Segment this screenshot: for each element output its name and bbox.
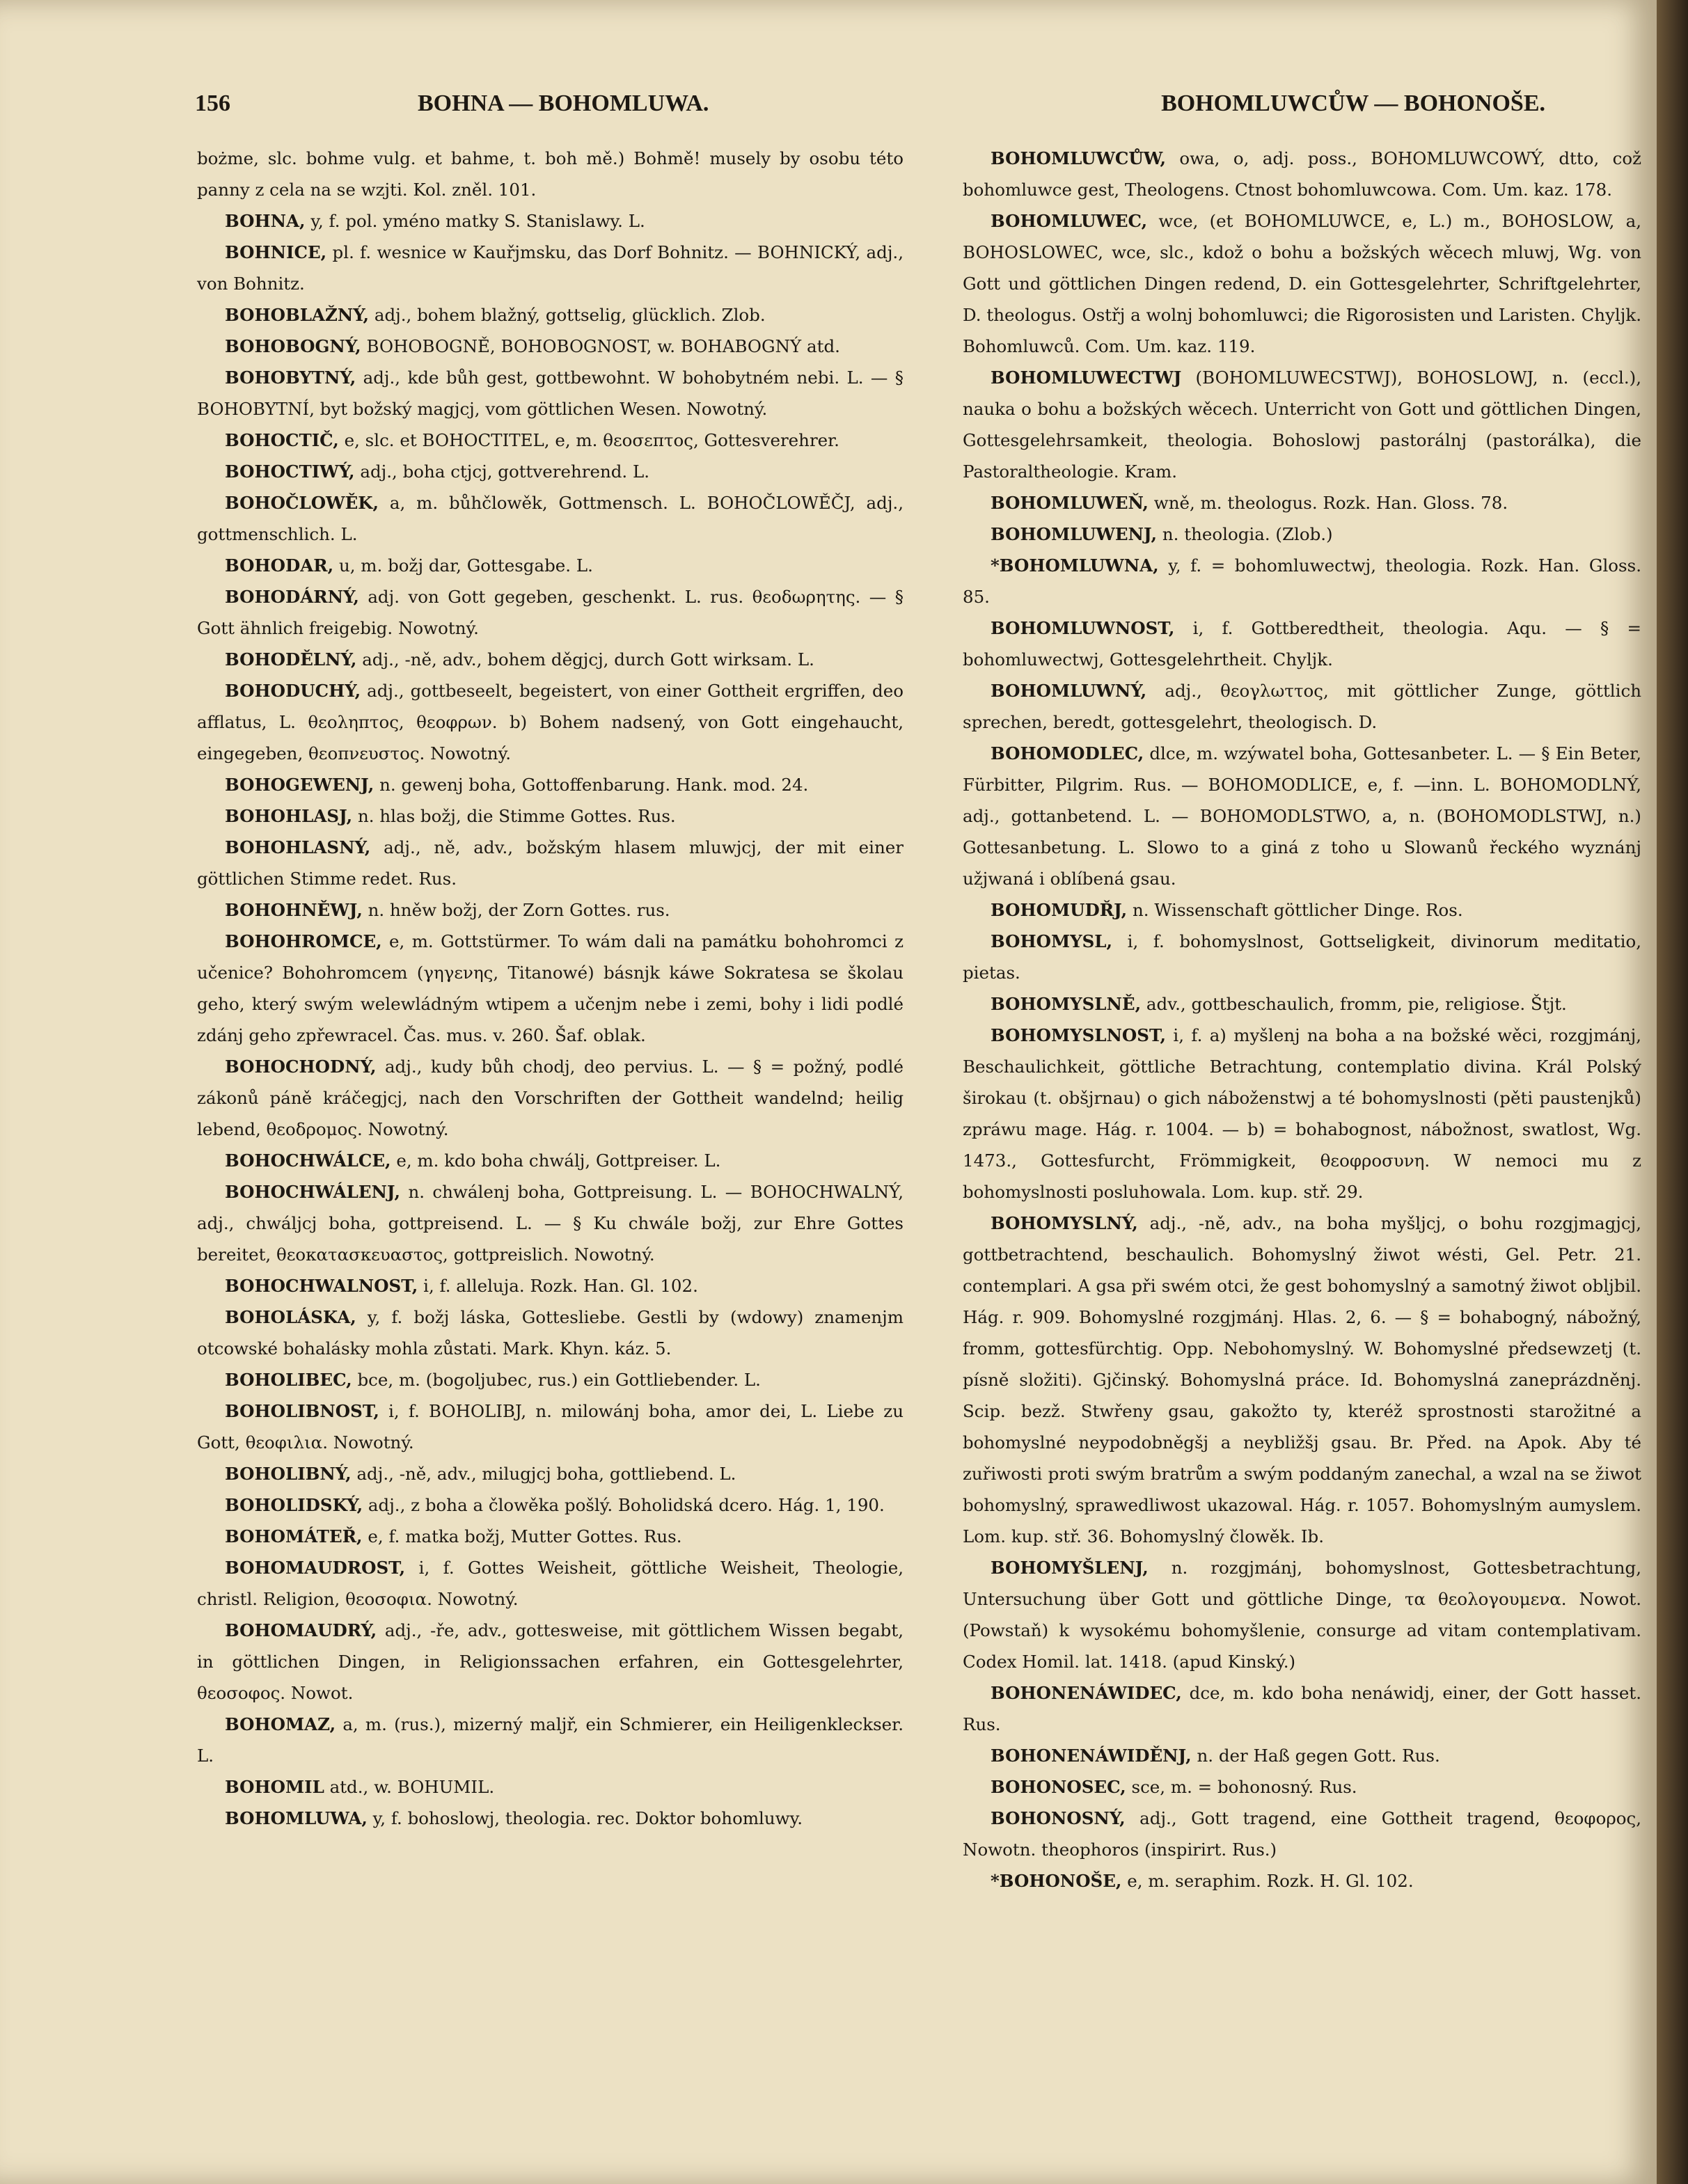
entry-headword: BOHOMLUWNOST, xyxy=(991,618,1175,638)
entry-text: i, f. Gottes Weisheit, göttliche Weisheit, Theologie, christl. Religion, θεοσοφια. Nowotný. xyxy=(197,1558,904,1609)
entry-text: adv., gottbeschaulich, fromm, pie, religiose. Štjt. xyxy=(1146,994,1567,1014)
entry-text: atd., w. BOHUMIL. xyxy=(329,1777,495,1797)
entry-text: adj., Gott tragend, eine Gottheit tragend, θεοφορος, Nowotn. theophoros (inspirirt. Rus.) xyxy=(963,1808,1641,1860)
right-column xyxy=(963,143,1641,1897)
entry-headword: BOHOMLUWEŇ, xyxy=(991,493,1149,513)
dictionary-entry xyxy=(197,1301,904,1364)
dictionary-entry xyxy=(197,1521,904,1552)
entry-headword: BOHOMYSLNĚ, xyxy=(991,994,1142,1014)
entry-text: wce, (et BOHOMLUWCE, e, L.) m., BOHOSLOW, a, BOHOSLOWEC, wce, slc., kdož o bohu a božských wěcech mluwj, Wg. von Gott und göttlichen Dingen redend, D. ein Gottesgelehrter, Schriftgelehrter, D. theologus. Ostřj a wolnj bohomluwci; die Rigorosisten und Laristen. Chyljk. Bohomluwců. Com. Um. kaz. 119. xyxy=(963,211,1641,356)
dictionary-entry xyxy=(197,581,904,644)
entry-headword: BOHOMLUWA, xyxy=(225,1808,368,1828)
entry-text: n. rozgjmánj, bohomyslnost, Gottesbetrachtung, Untersuchung über Gott und göttliche Dinge, τα θεολογουμενα. Nowot. (Powstaň) k wysokému bohomyšlenie, consurge ad vitam contemplativam. Codex Homil. lat. 1418. (apud Kinský.) xyxy=(963,1558,1641,1672)
dictionary-entry xyxy=(197,894,904,926)
dictionary-entry xyxy=(197,1458,904,1489)
entry-text: adj., -ně, adv., bohem děgjcj, durch Gott wirksam. L. xyxy=(362,649,814,670)
dictionary-entry xyxy=(197,362,904,425)
dictionary-entry xyxy=(197,1145,904,1176)
entry-headword: BOHONENÁWIDĚNJ, xyxy=(991,1746,1192,1766)
dictionary-entry xyxy=(197,1709,904,1771)
entry-text: (BOHOMLUWECSTWJ), BOHOSLOWJ, n. (eccl.), nauka o bohu a božských wěcech. Unterricht von Gott und göttlichen Dingen, Gottesgelehrsamkeit, theologia. Bohoslowj pastorálnj (pastorálka), die Pastoraltheologie. Kram. xyxy=(963,367,1641,482)
entry-headword: BOHOLIBNOST, xyxy=(225,1401,379,1421)
entry-text: u, m. božj dar, Gottesgabe. L. xyxy=(338,555,593,576)
entry-headword: BOHOMLUWECTWJ xyxy=(991,367,1182,388)
left-running-title: BOHNA — BOHOMLUWA. xyxy=(418,90,709,116)
entry-headword: BOHOMLUWNÝ, xyxy=(991,681,1147,701)
dictionary-entry xyxy=(963,738,1641,894)
entry-text: adj., ně, adv., božským hlasem mluwjcj, der mit einer göttlichen Stimme redet. Rus. xyxy=(197,837,904,889)
dictionary-entry xyxy=(197,487,904,550)
dictionary-entry xyxy=(197,237,904,299)
entry-headword: BOHOMYŠLENJ, xyxy=(991,1558,1149,1578)
entry-headword: BOHOCTIČ, xyxy=(225,430,339,450)
entry-text: e, f. matka božj, Mutter Gottes. Rus. xyxy=(368,1526,682,1546)
dictionary-entry xyxy=(963,1552,1641,1677)
entry-text: y, f. = bohomluwectwj, theologia. Rozk. Han. Gloss. 85. xyxy=(963,555,1641,607)
entry-headword: BOHNICE, xyxy=(225,242,327,262)
page-number: 156 xyxy=(195,90,230,116)
entry-headword: BOHOMAUDROST, xyxy=(225,1558,406,1578)
entry-text: sce, m. = bohonosný. Rus. xyxy=(1131,1777,1357,1797)
entry-text: e, slc. et BOHOCTITEL, e, m. θεοσεπτος, Gottesverehrer. xyxy=(344,430,839,450)
dictionary-entry xyxy=(197,1270,904,1301)
dictionary-entry xyxy=(963,205,1641,362)
entry-text: n. gewenj boha, Gottoffenbarung. Hank. mod. 24. xyxy=(379,775,809,795)
dictionary-entry xyxy=(197,143,904,205)
entry-headword: BOHOMUDŘJ, xyxy=(991,900,1128,920)
entry-headword: BOHOMODLEC, xyxy=(991,743,1144,763)
dictionary-entry xyxy=(197,1489,904,1521)
entry-headword: BOHOCHODNÝ, xyxy=(225,1057,377,1077)
entry-headword: BOHOLIBEC, xyxy=(225,1370,352,1390)
dictionary-entry xyxy=(197,1552,904,1615)
entry-text: bce, m. (bogoljubec, rus.) ein Gottliebender. L. xyxy=(357,1370,761,1390)
dictionary-entry xyxy=(197,1771,904,1803)
entry-text: n. der Haß gegen Gott. Rus. xyxy=(1197,1746,1440,1766)
entry-headword: BOHODAR, xyxy=(225,555,334,576)
dictionary-entry xyxy=(197,1395,904,1458)
entry-text: BOHOBOGNĚ, BOHOBOGNOST, w. BOHABOGNÝ atd. xyxy=(366,336,840,356)
dictionary-entry xyxy=(963,1020,1641,1208)
entry-headword: BOHOCHWALNOST, xyxy=(225,1276,418,1296)
book-edge xyxy=(1657,0,1688,2184)
dictionary-entry xyxy=(197,1615,904,1709)
entry-headword: BOHOLIBNÝ, xyxy=(225,1464,352,1484)
entry-text: i, f. BOHOLIBJ, n. milowánj boha, amor dei, L. Liebe zu Gott, θεοφιλια. Nowotný. xyxy=(197,1401,904,1453)
dictionary-entry xyxy=(197,1176,904,1270)
dictionary-entry xyxy=(197,644,904,675)
entry-text: adj., kudy bůh chodj, deo pervius. L. — § = požný, podlé zákonů páně kráčegjcj, nach den Vorschriften der Gottheit wandelnd; heilig lebend, θεοδρομος. Nowotný. xyxy=(197,1057,904,1139)
entry-headword: BOHOMIL xyxy=(225,1777,324,1797)
entry-text: wně, m. theologus. Rozk. Han. Gloss. 78. xyxy=(1153,493,1508,513)
dictionary-entry xyxy=(963,362,1641,487)
entry-text: e, m. kdo boha chwálj, Gottpreiser. L. xyxy=(396,1150,721,1171)
dictionary-entry xyxy=(197,1364,904,1395)
dictionary-entry xyxy=(197,832,904,894)
dictionary-entry xyxy=(963,988,1641,1020)
entry-headword: BOHONOSNÝ, xyxy=(991,1808,1126,1828)
entry-headword: BOHOMÁTEŘ, xyxy=(225,1526,363,1546)
entry-text: a, m. (rus.), mizerný maljř, ein Schmierer, ein Heiligenkleckser. L. xyxy=(197,1714,904,1766)
entry-headword: BOHOHLASJ, xyxy=(225,806,353,826)
entry-headword: BOHOLÁSKA, xyxy=(225,1307,356,1327)
entry-headword: BOHOCHWÁLCE, xyxy=(225,1150,391,1171)
dictionary-entry xyxy=(963,612,1641,675)
entry-headword: BOHOBOGNÝ, xyxy=(225,336,361,356)
entry-headword: BOHODÁRNÝ, xyxy=(225,587,359,607)
dictionary-entry xyxy=(963,1803,1641,1865)
entry-headword: BOHNA, xyxy=(225,211,306,231)
dictionary-entry xyxy=(197,800,904,832)
entry-text: e, m. seraphim. Rozk. H. Gl. 102. xyxy=(1127,1871,1414,1891)
entry-headword: BOHOLIDSKÝ, xyxy=(225,1495,363,1515)
dictionary-entry xyxy=(963,1740,1641,1771)
entry-text: adj., kde bůh gest, gottbewohnt. W bohobytném nebi. L. — § BOHOBYTNÍ, byt božský magjcj, vom göttlichen Wesen. Nowotný. xyxy=(197,367,904,419)
dictionary-entry xyxy=(197,550,904,581)
dictionary-entry xyxy=(963,1771,1641,1803)
entry-headword: BOHOČLOWĚK, xyxy=(225,493,379,513)
entry-text: i, f. a) myšlenj na boha a na božské wěci, rozgjmánj, Beschaulichkeit, göttliche Betrachtung, contemplatio divina. Král Polský širokau (t. obšjrnau) o gich náboženstwj a té bohomyslnosti (pěti paustenjků) zpráwu mage. Hág. r. 1004. — b) = bohabognost, nábožnost, swatlost, Wg. 1473., Gottesfurcht, Frömmigkeit, θεοφροσυνη. W nemoci mu z bohomyslnosti posluhowala. Lom. kup. stř. 29. xyxy=(963,1025,1641,1202)
entry-text: a, m. bůhčlowěk, Gottmensch. L. BOHOČLOWĚČJ, adj., gottmenschlich. L. xyxy=(197,493,904,544)
dictionary-entry xyxy=(963,143,1641,205)
entry-text: i, f. Gottberedtheit, theologia. Aqu. — § = bohomluwectwj, Gottesgelehrtheit. Chyljk. xyxy=(963,618,1641,670)
entry-text: i, f. bohomyslnost, Gottseligkeit, divinorum meditatio, pietas. xyxy=(963,931,1641,983)
entry-text: owa, o, adj. poss., BOHOMLUWCOWÝ, dtto, což bohomluwce gest, Theologens. Ctnost bohomluwcowa. Com. Um. kaz. 178. xyxy=(963,148,1641,200)
dictionary-entry xyxy=(963,926,1641,988)
entry-text: e, m. Gottstürmer. To wám dali na památku bohohromci z učenice? Bohohromcem (γηγενης, Titanowé) básnjk káwe Sokratesa se školau geho, který swým welewládným wtipem a učenjm nebe i zemi, bohy i lidi podlé zdánj geho zpřewracel. Čas. mus. v. 260. Šaf. oblak. xyxy=(197,931,904,1045)
dictionary-entry xyxy=(963,1865,1641,1897)
entry-text: adj., -ře, adv., gottesweise, mit göttlichem Wissen begabt, in göttlichen Dingen, in Religionssachen erfahren, ein Gottesgelehrter, θεοσοφος. Nowot. xyxy=(197,1620,904,1703)
dictionary-entry xyxy=(197,926,904,1051)
dictionary-entry xyxy=(197,1051,904,1145)
entry-headword: BOHOCTIWÝ, xyxy=(225,461,355,482)
entry-headword: BOHONOSEC, xyxy=(991,1777,1126,1797)
dictionary-entry xyxy=(197,769,904,800)
dictionary-entry xyxy=(197,205,904,237)
entry-text: adj., boha ctjcj, gottverehrend. L. xyxy=(360,461,650,482)
dictionary-entry xyxy=(197,299,904,331)
entry-text: n. chwálenj boha, Gottpreisung. L. — BOHOCHWALNÝ, adj., chwáljcj boha, gottpreisend. L. — § Ku chwále božj, zur Ehre Gottes bereitet, θεοκατασκευαστος, gottpreislich. Nowotný. xyxy=(197,1182,904,1265)
entry-text: n. theologia. (Zlob.) xyxy=(1162,524,1333,544)
left-column xyxy=(197,143,904,1834)
entry-headword: BOHONENÁWIDEC, xyxy=(991,1683,1182,1703)
dictionary-entry xyxy=(963,1677,1641,1740)
entry-headword: BOHOMLUWCŮW, xyxy=(991,148,1166,168)
entry-text: y, f. pol. yméno matky S. Stanislawy. L. xyxy=(310,211,645,231)
running-header xyxy=(195,90,1545,118)
entry-headword: BOHOMAZ, xyxy=(225,1714,336,1734)
entry-text: dce, m. kdo boha nenáwidj, einer, der Gott hasset. Rus. xyxy=(963,1683,1641,1734)
entry-text: adj. von Gott gegeben, geschenkt. L. rus. θεοδωρητης. — § Gott ähnlich freigebig. Nowotný. xyxy=(197,587,904,638)
entry-text: i, f. alleluja. Rozk. Han. Gl. 102. xyxy=(423,1276,698,1296)
entry-text: adj., θεογλωττος, mit göttlicher Zunge, göttlich sprechen, beredt, gottesgelehrt, theologisch. D. xyxy=(963,681,1641,732)
entry-headword: BOHOGEWENJ, xyxy=(225,775,374,795)
dictionary-entry xyxy=(963,1208,1641,1552)
dictionary-entry xyxy=(963,675,1641,738)
entry-text: adj., bohem blažný, gottselig, glücklich. Zlob. xyxy=(374,305,766,325)
dictionary-entry xyxy=(963,550,1641,612)
entry-text: bożme, slc. bohme vulg. et bahme, t. boh mě.) Bohmě! musely by osobu této panny z cela na se wzjti. Kol. zněl. 101. xyxy=(197,148,904,200)
entry-headword: BOHOHROMCE, xyxy=(225,931,382,951)
entry-headword: BOHODĚLNÝ, xyxy=(225,649,357,670)
entry-text: n. Wissenschaft göttlicher Dinge. Ros. xyxy=(1133,900,1463,920)
entry-text: n. hlas božj, die Stimme Gottes. Rus. xyxy=(358,806,676,826)
entry-headword: BOHOMLUWENJ, xyxy=(991,524,1158,544)
dictionary-entry xyxy=(963,519,1641,550)
entry-headword: BOHOHNĚWJ, xyxy=(225,900,363,920)
dictionary-entry xyxy=(197,675,904,769)
entry-text: adj., z boha a člowěka pošlý. Boholidská dcero. Hág. 1, 190. xyxy=(368,1495,885,1515)
entry-headword: BOHODUCHÝ, xyxy=(225,681,361,701)
entry-headword: *BOHONOŠE, xyxy=(991,1871,1122,1891)
dictionary-entry xyxy=(963,894,1641,926)
entry-text: pl. f. wesnice w Kauřjmsku, das Dorf Bohnitz. — BOHNICKÝ, adj., von Bohnitz. xyxy=(197,242,904,294)
entry-headword: BOHOCHWÁLENJ, xyxy=(225,1182,401,1202)
entry-text: adj., gottbeseelt, begeistert, von einer Gottheit ergriffen, deo afflatus, L. θεοληπτος, θεοφρων. b) Bohem nadsený, von Gott eingehaucht, eingegeben, θεοπνευστος. Nowotný. xyxy=(197,681,904,763)
entry-headword: BOHOBLAŽNÝ, xyxy=(225,305,370,325)
entry-headword: BOHOMAUDRÝ, xyxy=(225,1620,377,1640)
dictionary-entry xyxy=(197,456,904,487)
right-running-title: BOHOMLUWCŮW — BOHONOŠE. xyxy=(1161,90,1545,116)
entry-text: adj., -ně, adv., milugjcj boha, gottliebend. L. xyxy=(356,1464,736,1484)
entry-headword: BOHOMYSL, xyxy=(991,931,1113,951)
entry-headword: BOHOMYSLNÝ, xyxy=(991,1213,1138,1233)
dictionary-entry xyxy=(963,487,1641,519)
dictionary-entry xyxy=(197,1803,904,1834)
dictionary-entry xyxy=(197,425,904,456)
entry-headword: BOHOMLUWEC, xyxy=(991,211,1148,231)
entry-headword: BOHOMYSLNOST, xyxy=(991,1025,1167,1045)
entry-text: n. hněw božj, der Zorn Gottes. rus. xyxy=(368,900,670,920)
entry-headword: *BOHOMLUWNA, xyxy=(991,555,1159,576)
entry-headword: BOHOHLASNÝ, xyxy=(225,837,371,857)
entry-text: adj., -ně, adv., na boha myšljcj, o bohu rozgjmagjcj, gottbetrachtend, beschaulich. Bohomyslný žiwot wésti, Gel. Petr. 21. contemplari. A gsa při swém otci, že gest bohomyslný a samotný žiwot oblјbil. Hág. r. 909. Bohomyslné rozgjmánj. Hlas. 2, 6. — § = bohabogný, nábožný, fromm, gottesfürchtig. Opp. Nebohomyslný. W. Bohomyslné předsewzetj (t. písně složiti). Gjčinský. Bohomyslná práce. Id. Bohomyslná zaneprázdněnj. Scip. bezž. Stwřeny gsau, gakožto ty, kteréž sprostnosti starožitné a bohomyslné neypodobněgšj a neyblіžšj gsau. Br. Před. na Apok. Aby té zuřiwosti proti swým bratrům a swým poddaným zanechal, a wzal na se žiwot bohomyslný, sprawedliwost ukazowal. Hág. r. 1057. Bohomyslným aumyslem. Lom. kup. stř. 36. Bohomyslný člowěk. Ib. xyxy=(963,1213,1641,1546)
entry-text: y, f. bohoslowj, theologia. rec. Doktor bohomluwy. xyxy=(372,1808,803,1828)
entry-text: dlce, m. wzýwatel boha, Gottesanbeter. L. — § Ein Beter, Fürbitter, Pilgrim. Rus. — BOHOMODLICE, e, f. —inn. L. BOHOMODLNÝ, adj., gottanbetend. L. — BOHOMODLSTWO, a, n. (BOHOMODLSTWJ, n.) Gottesanbetung. L. Slowo to a giná z toho u Slowanů řeckého wyznánj užjwaná i oblíbená gsau. xyxy=(963,743,1641,889)
entry-headword: BOHOBYTNÝ, xyxy=(225,367,356,388)
dictionary-entry xyxy=(197,331,904,362)
entry-text: y, f. božj láska, Gottesliebe. Gestli by (wdowy) znamenjm otcowské bohalásky mohla zůstati. Mark. Khyn. káz. 5. xyxy=(197,1307,904,1359)
